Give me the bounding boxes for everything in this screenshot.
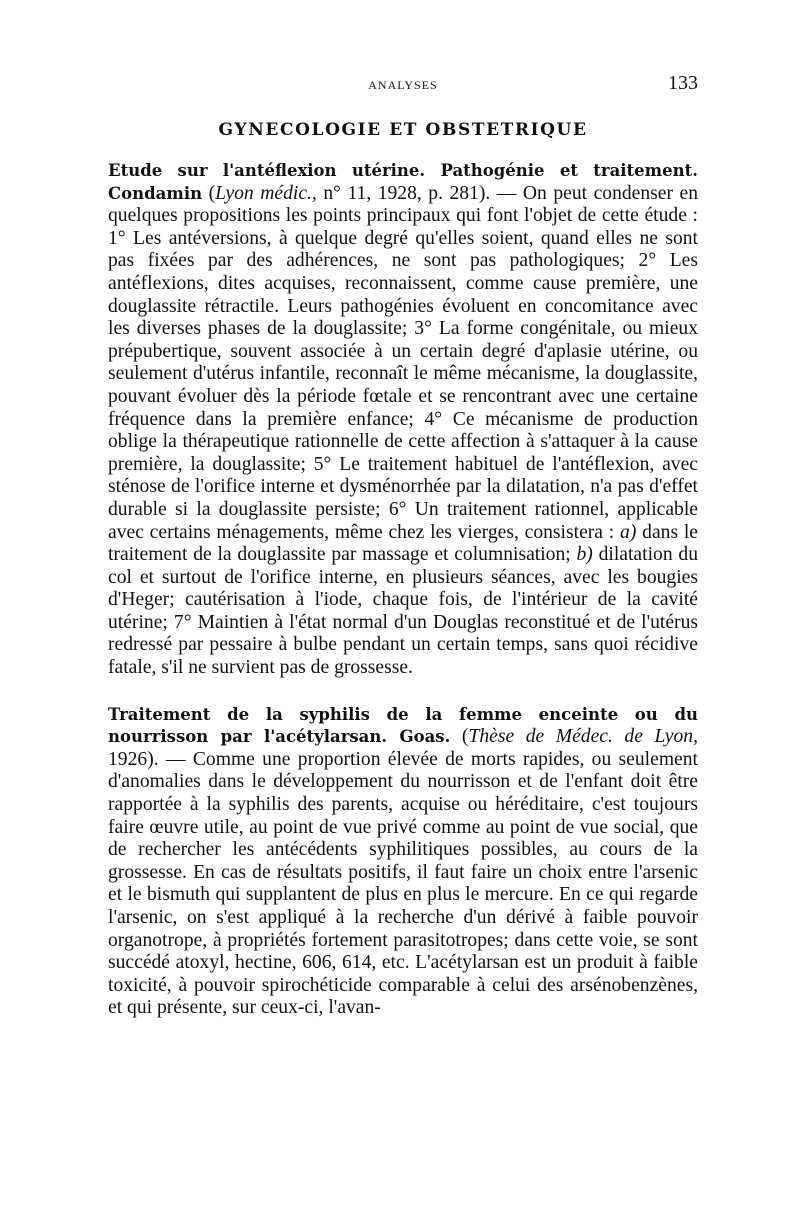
page-number: 133 [668,72,698,94]
item-b-label: b) [576,544,593,566]
article-heading: Traitement de la syphilis de la femme enceinte ou du nourrisson par l'acétylarsan. Goas. [108,704,698,747]
citation-source: Lyon médic. [215,182,312,204]
citation-source: Thèse de Médec. de Lyon, [468,726,698,748]
citation-open: ( [450,726,469,748]
citation-open: ( [202,182,216,204]
item-a-text: dans le traitement de la douglassite par massage et columnisation; [108,521,699,566]
article-entry-anteflexion [108,160,698,680]
article-entry-syphilis [108,704,698,1020]
item-b-text: dilatation du col et surtout de l'orifice interne, en plusieurs séances, avec les bougies d'Heger; cautérisation à l'iode, chaque fois, de l'intérieur de la cavité utérine; 7° Maintien à l'état normal d'un Douglas reconstitué et de l'utérus redressé par pessaire à bulbe pendant un certain temps, sans quoi récidive fatale, s'il ne survient pas de grossesse. [108,544,698,679]
item-a-label: a) [620,521,637,543]
article-body: — Comme une proportion élevée de morts rapides, ou seulement d'anomalies dans le développement du nourrisson et de l'enfant doit être rapportée à la syphilis des parents, acquise ou héréditaire, c'est toujours faire œuvre utile, au point de vue privé comme au point de vue social, que de rechercher les antécédents syphilitiques possibles, au cours de la grossesse. En cas de résultats positifs, il faut faire un choix entre l'arsenic et le bismuth qui supplantent de plus en plus le mercure. En ce qui regarde l'arsenic, on s'est appliqué à la recherche d'un dérivé à faible pouvoir organotrope, à propriétés fortement parasitotropes; dans cette voie, se sont succédé atoxyl, hectine, 606, 614, etc. L'acétylarsan est un produit à faible toxicité, à pouvoir spirochéticide comparable à celui des arsénobenzènes, et qui présente, sur ceux-ci, l'avan- [108,748,698,1019]
citation-details: , n° 11, 1928, p. 281). [311,182,491,204]
running-header [108,72,698,100]
article-paragraph [108,160,698,680]
citation-details: 1926). [108,748,159,770]
running-title: ANALYSES [368,78,438,92]
section-title: GYNECOLOGIE ET OBSTETRIQUE [218,120,588,140]
article-body: — On peut condenser en quelques propositions les points principaux qui font l'objet de cette étude : 1° Les antéversions, à quelque degré qu'elles soient, quand elles ne sont pas fixées par des adhérences, ne sont pas pathologiques; 2° Les antéflexions, dites acquises, reconnaissent, comme cause première, une douglassite rétractile. Leurs pathogénies évoluent en concomitance avec les diverses phases de la douglassite; 3° La forme congénitale, ou mieux prépubertique, souvent associée à un certain degré d'aplasie utérine, ou seulement d'utérus infantile, reconnaît le même mécanisme, la douglassite, pouvant évoluer dès la période fœtale et se rencontrant avec une certaine fréquence dans la première enfance; 4° Ce mécanisme de production oblige la thérapeutique rationnelle de cette affection à s'attaquer à la cause première, la douglassite; 5° Le traitement habituel de l'antéflexion, avec sténose de l'orifice interne et dysménorrhée par la dilatation, n'a pas d'effet durable si la douglassite persiste; 6° Un traitement rationnel, applicable avec certains ménagements, même chez les vierges, consistera : [108,182,698,543]
article-heading: Etude sur l'antéflexion utérine. Pathogénie et traitement. Condamin [108,161,698,203]
page [108,72,698,1020]
article-paragraph [108,704,698,1020]
